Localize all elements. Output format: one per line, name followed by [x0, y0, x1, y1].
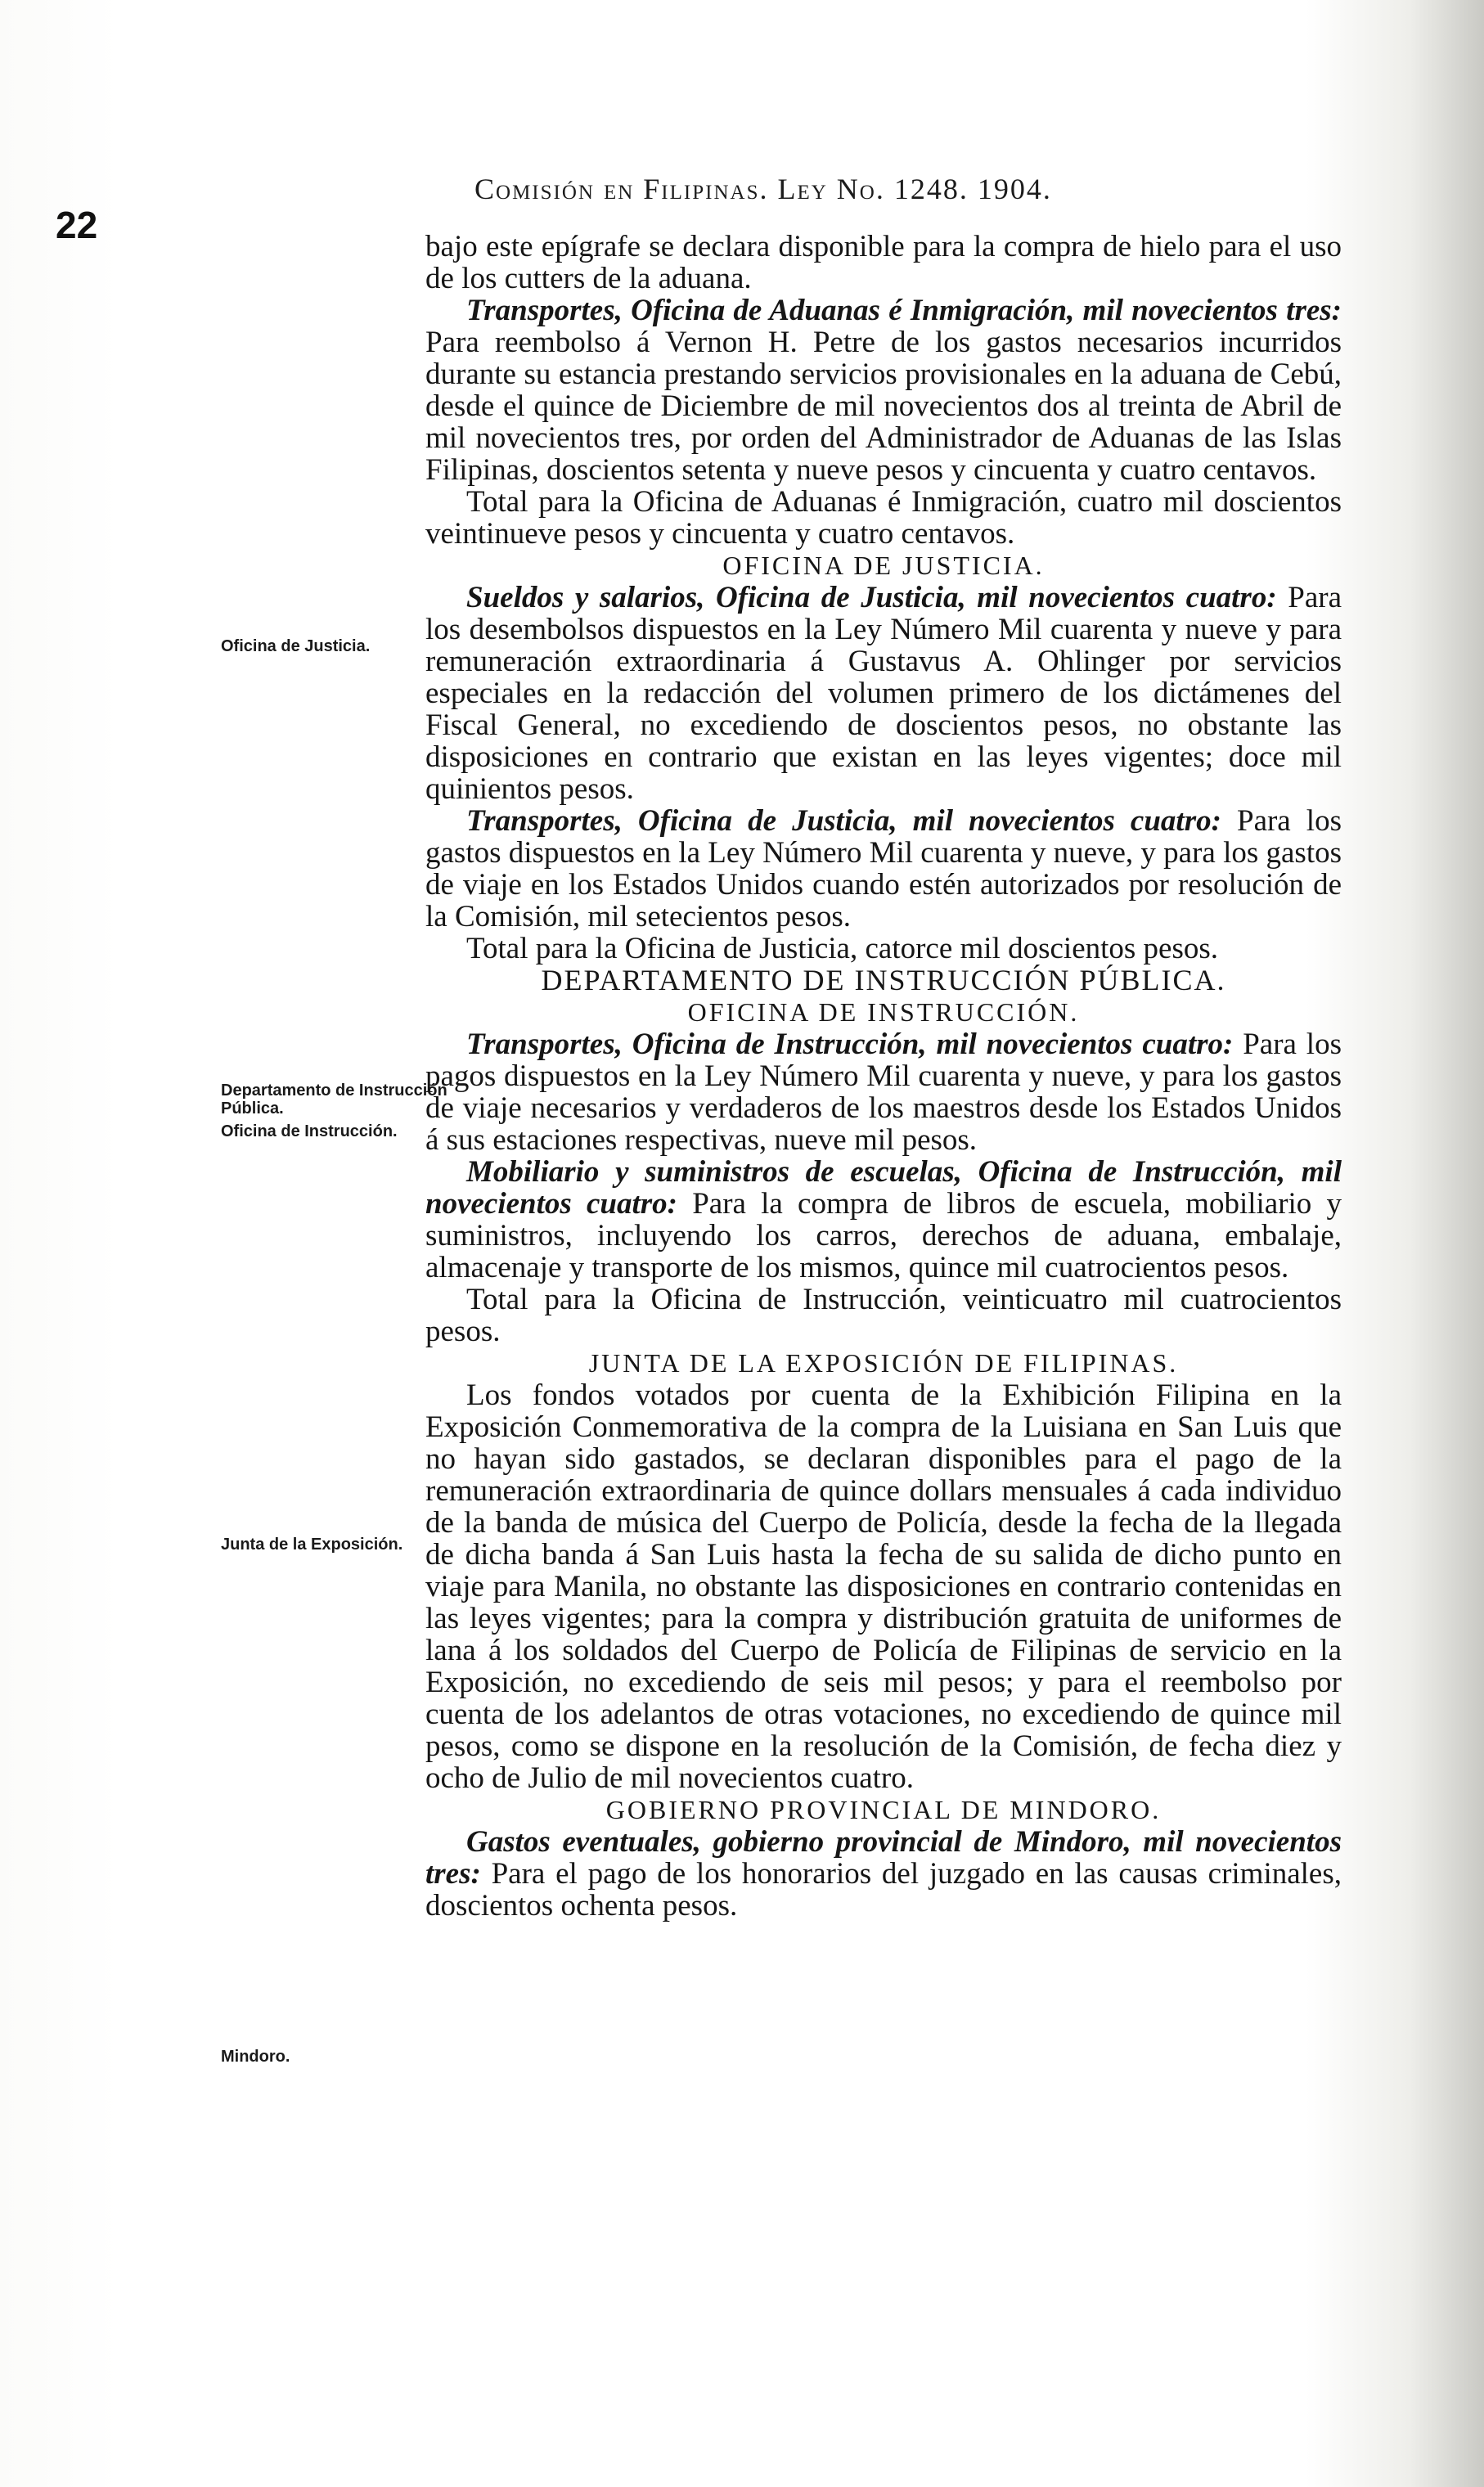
section-heading-instruccion: OFICINA DE INSTRUCCIÓN. [687, 997, 1080, 1027]
page-number: 22 [56, 204, 98, 246]
paragraph: bajo este epígrafe se declara disponible para la compra de hielo para el uso de los cutters de la aduana. [425, 230, 1342, 295]
item-lead: Transportes, Oficina de Aduanas é Inmigración, mil novecientos tres: [466, 294, 1342, 327]
total-paragraph: Total para la Oficina de Justicia, catorce mil doscientos pesos. [466, 932, 1219, 965]
section-heading-justicia: OFICINA DE JUSTICIA. [722, 551, 1045, 580]
item-text: Para los gastos dispuestos en la Ley Número Mil cuarenta y nueve, y para los gastos de viaje en los Estados Unidos cuando estén autorizados por resolución de la Comisión, mil setecientos pesos. [425, 804, 1342, 933]
item-text: Para el pago de los honorarios del juzgado en las causas criminales, doscientos ochenta pesos. [425, 1857, 1342, 1923]
margin-note-instruccion [221, 1082, 458, 1140]
paragraph: Los fondos votados por cuenta de la Exhibición Filipina en la Exposición Conmemorativa de la compra de la Luisiana en San Luis que no hayan sido gastados, se declaran disponibles para el pago de la remuneración extraordinaria de quince dollars mensuales á cada individuo de la banda de música del Cuerpo de Policía, desde la fecha de la llegada de dicha banda á San Luis hasta la fecha de su salida de dicho punto en viaje para Manila, no obstante las disposiciones en contrario contenidas en las leyes vigentes; para la compra y distribución gratuita de uniformes de lana á los soldados del Cuerpo de Policía de Filipinas de servicio en la Exposición, no excediendo de seis mil pesos; y para el reembolso por cuenta de los adelantos de otras votaciones, no excediendo de quince mil pesos, como se dispone en la resolución de la Comisión, de fecha diez y ocho de Julio de mil novecientos cuatro. [425, 1378, 1342, 1795]
section-heading-mindoro: GOBIERNO PROVINCIAL DE MINDORO. [605, 1795, 1162, 1824]
item-lead: Sueldos y salarios, Oficina de Justicia, mil novecientos cuatro: [466, 581, 1277, 614]
margin-note-mindoro: Mindoro. [221, 2048, 290, 2066]
item-text: Para reembolso á Vernon H. Petre de los gastos necesarios incurridos durante su estancia prestando servicios provisionales en la aduana de Cebú, desde el quince de Diciembre de mil novecientos dos al treinta de Abril de mil novecientos tres, por orden del Administrador de Aduanas de las Islas Filipinas, doscientos setenta y nueve pesos y cincuenta y cuatro centavos. [425, 326, 1342, 487]
margin-note-oficina-instruccion: Oficina de Instrucción. [221, 1122, 398, 1140]
paragraph [425, 1826, 1342, 1922]
paragraph [425, 582, 1342, 805]
item-lead: Transportes, Oficina de Justicia, mil novecientos cuatro: [466, 804, 1221, 838]
item-lead: Gastos eventuales, gobierno provincial de Mindoro, mil novecientos tres: [425, 1825, 1342, 1891]
margin-note-departamento: Departamento de Instrucción Pública. [221, 1082, 447, 1118]
paragraph [425, 1156, 1342, 1284]
item-text: Para los desembolsos dispuestos en la Ley Número Mil cuarenta y nueve y para remuneración extraordinaria á Gustavus A. Ohlinger por servicios especiales en la redacción del volumen primero de los dictámenes del Fiscal General, no excediendo de doscientos pesos, no obstante las disposiciones en contrario que existan en las leyes vigentes; doce mil quinientos pesos. [425, 581, 1342, 806]
paragraph [425, 1028, 1342, 1156]
paragraph [425, 295, 1342, 486]
margin-note-exposicion: Junta de la Exposición. [221, 1536, 403, 1554]
running-head: Comisión en Filipinas. Ley No. 1248. 1904. [474, 173, 1052, 205]
total-paragraph: Total para la Oficina de Aduanas é Inmigración, cuatro mil doscientos veintinueve pesos y cincuenta y cuatro centavos. [425, 485, 1342, 551]
section-heading-exposicion: JUNTA DE LA EXPOSICIÓN DE FILIPINAS. [588, 1348, 1179, 1378]
body-text [425, 231, 1342, 1922]
item-text: Para los pagos dispuestos en la Ley Número Mil cuarenta y nueve, y para los gastos de viaje necesarios y verdaderos de los maestros desde los Estados Unidos á sus estaciones respectivas, nueve mil pesos. [425, 1028, 1342, 1157]
margin-note-justicia: Oficina de Justicia. [221, 637, 371, 655]
section-heading-departamento: DEPARTAMENTO DE INSTRUCCIÓN PÚBLICA. [541, 964, 1226, 996]
item-lead: Mobiliario y suministros de escuelas, Oficina de Instrucción, mil novecientos cuatro: [425, 1155, 1342, 1221]
paragraph [425, 805, 1342, 933]
item-lead: Transportes, Oficina de Instrucción, mil novecientos cuatro: [466, 1028, 1234, 1061]
total-paragraph: Total para la Oficina de Instrucción, veinticuatro mil cuatrocientos pesos. [425, 1283, 1342, 1348]
item-text: Para la compra de libros de escuela, mobiliario y suministros, incluyendo los carros, derechos de aduana, embalaje, almacenaje y transporte de los mismos, quince mil cuatrocientos pesos. [425, 1187, 1342, 1284]
